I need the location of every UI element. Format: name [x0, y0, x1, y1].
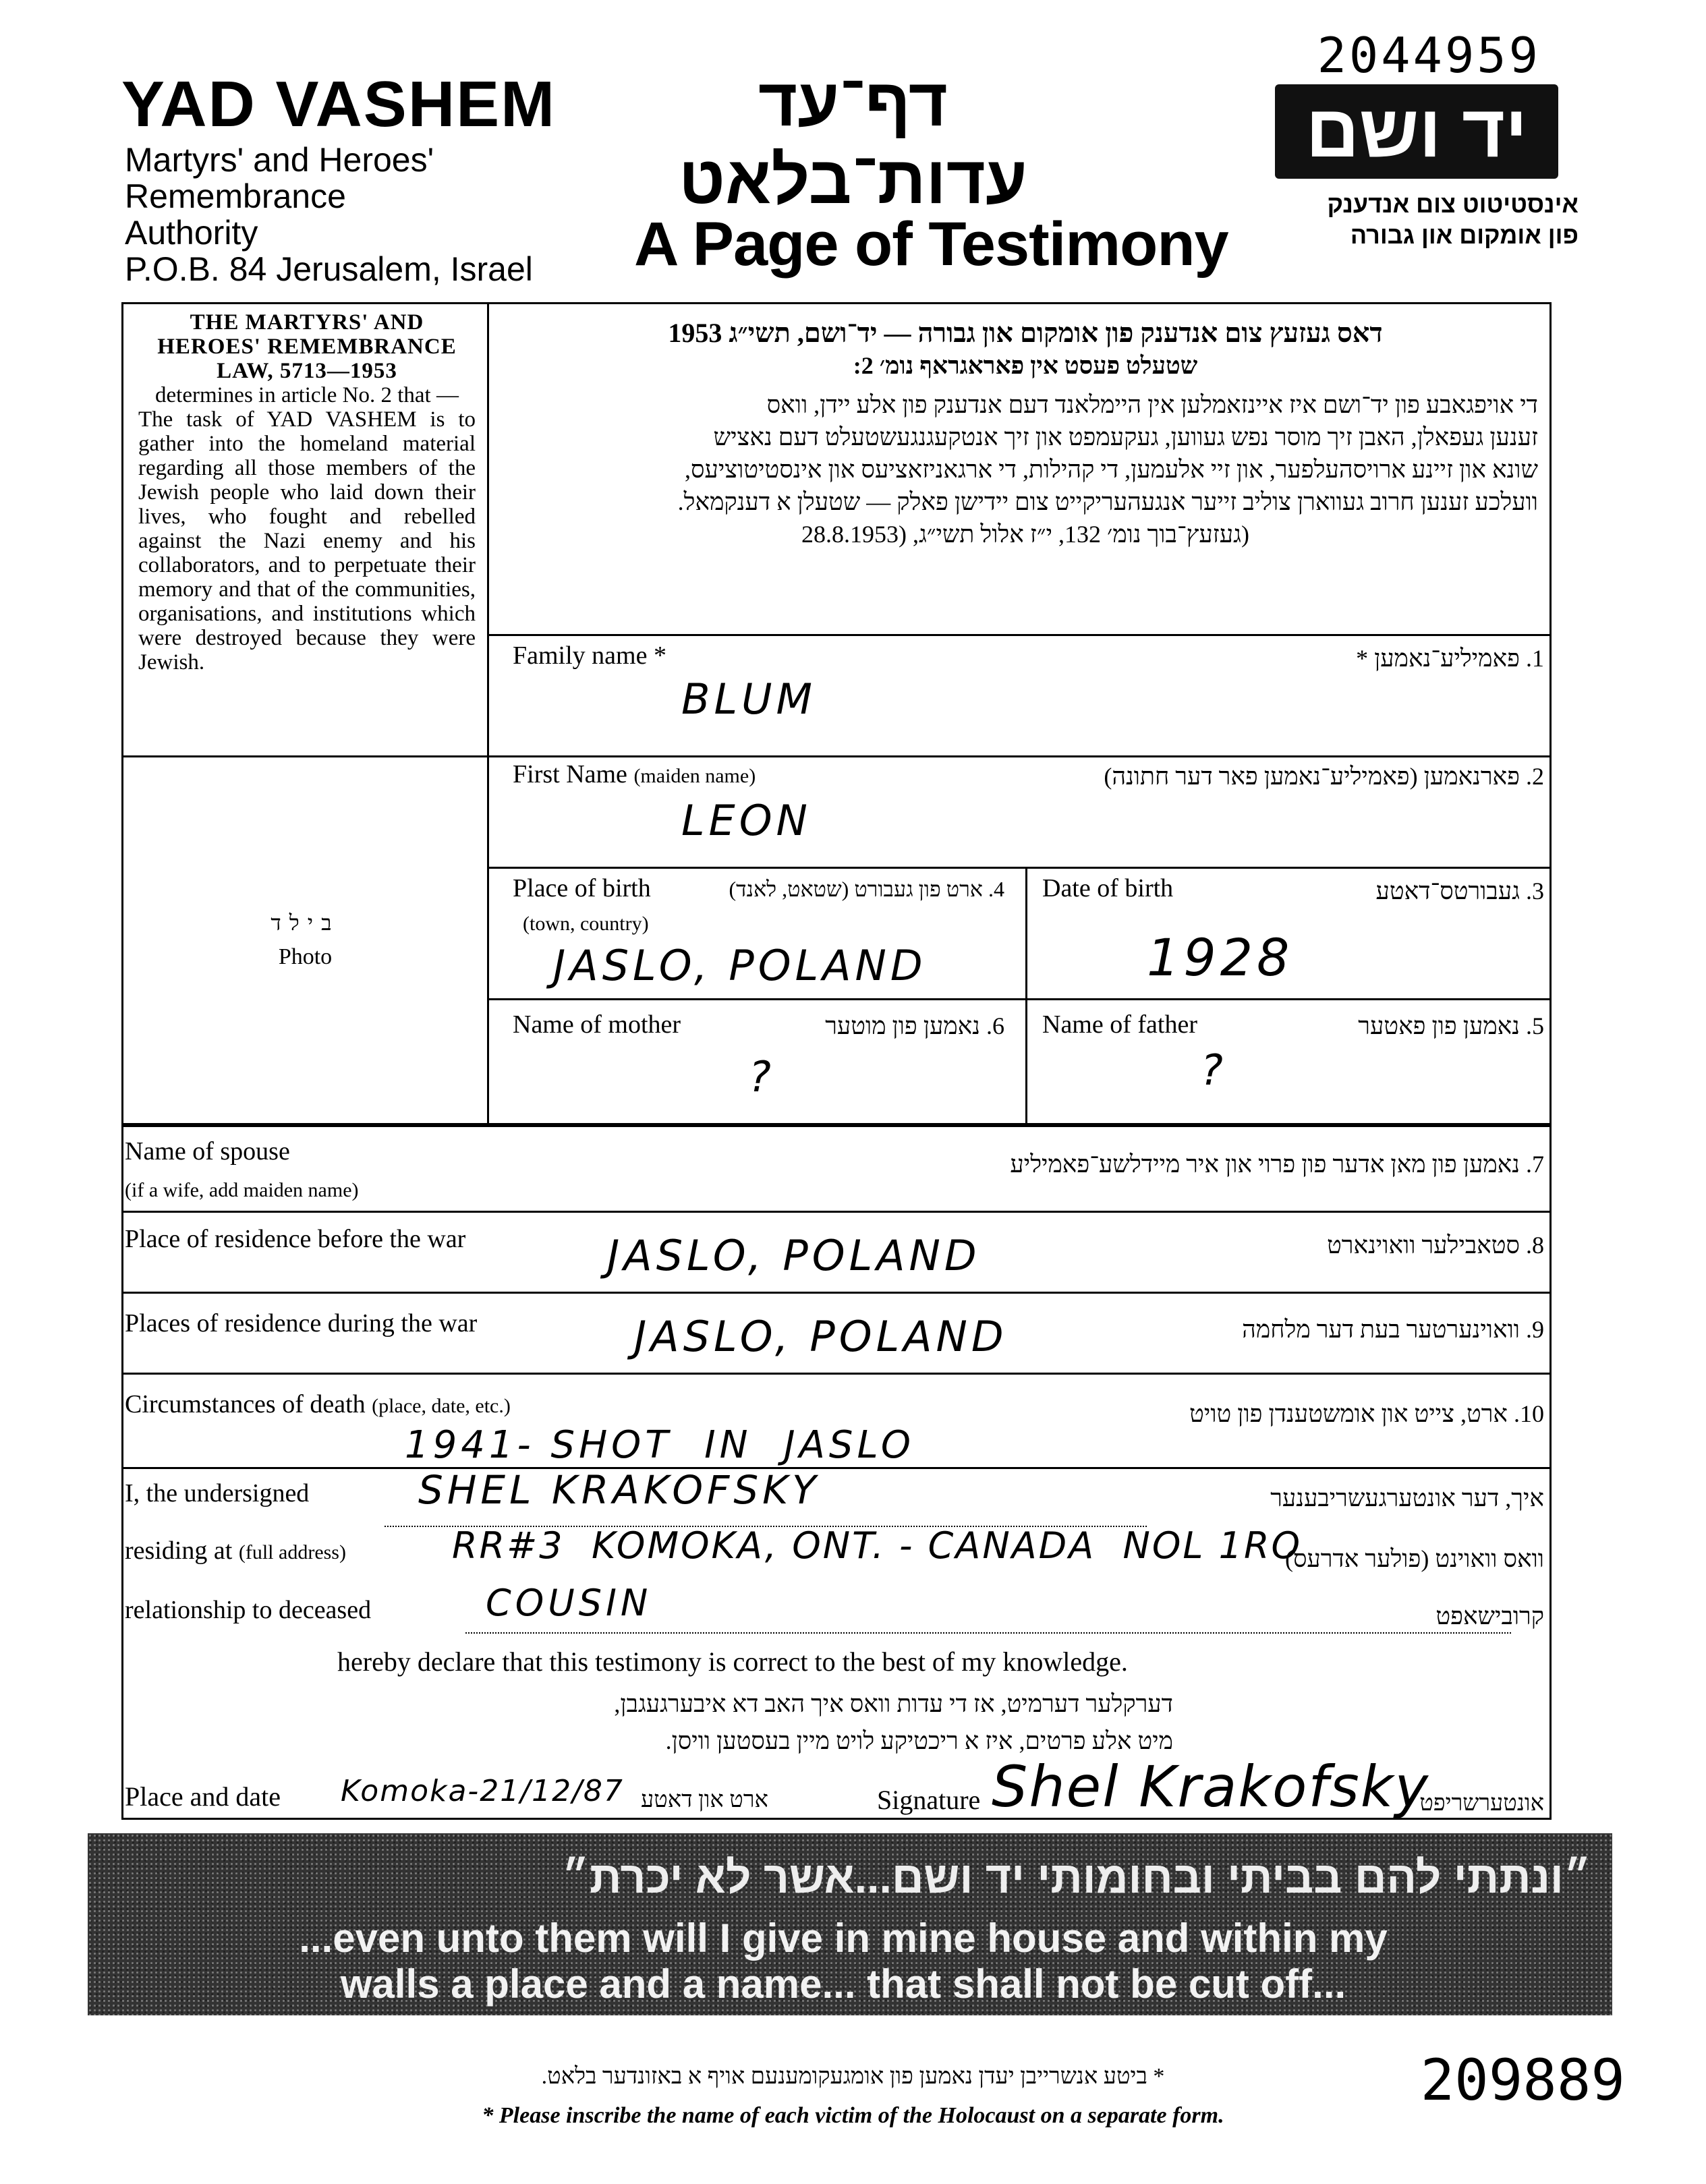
undersigned-label: I, the undersigned: [125, 1479, 310, 1507]
relationship-label: relationship to deceased: [125, 1596, 372, 1624]
date-of-birth-label-hebrew: 3. געבורטס־דאטע: [1375, 878, 1544, 904]
place-of-birth-label-hebrew: 4. ארט פון געבורט (שטאט, לאנד): [729, 877, 1004, 901]
place-date-field[interactable]: Komoka-21/12/87: [341, 1774, 624, 1808]
relationship-label-hebrew: קרובישאפט: [1435, 1603, 1544, 1630]
mother-name-label: Name of mother: [513, 1010, 681, 1039]
divider: [121, 1125, 1552, 1127]
yiddish-title: עדות־בלאט: [679, 142, 1027, 218]
statute-line: שונא און זיינע ארויסהעלפער, און זיי אלעמען, די קהילות, די ארגאניזאציעס און אינסטיטוציעס,: [684, 456, 1538, 483]
spouse-note: [125, 1174, 359, 1203]
residing-at-label-text: residing at: [125, 1536, 233, 1565]
place-of-birth-field[interactable]: JASLO, POLAND: [553, 941, 927, 990]
mother-name-field[interactable]: ?: [749, 1052, 775, 1101]
logo-caption-line: פון אומקום און גבורה: [1350, 221, 1579, 249]
serial-number-stamp: 209889: [1420, 2047, 1625, 2113]
circumstances-field[interactable]: 1941- SHOT IN JASLO: [405, 1423, 915, 1467]
circumstances-label: [125, 1389, 511, 1419]
spouse-label-hebrew: 7. נאמען פון מאן אדער פון פרוי און איר מיידלשע־פאמיליע: [1010, 1151, 1544, 1178]
residence-before-label-hebrew: 8. סטאבילער וואוינארט: [1327, 1232, 1544, 1259]
dotted-line: [465, 1632, 1511, 1635]
family-name-label-hebrew: 1. פאמיליע־נאמען *: [1356, 645, 1544, 672]
mother-name-label-hebrew: 6. נאמען פון מוטער: [825, 1012, 1004, 1039]
divider: [489, 755, 1552, 757]
law-text: [138, 310, 476, 674]
first-name-label-note: (maiden name): [633, 765, 756, 787]
banner-english-quote: [135, 1916, 1552, 2007]
undersigned-field[interactable]: SHEL KRAKOFSKY: [418, 1467, 820, 1513]
residence-during-label-hebrew: 9. וואוינערטער בעת דער מלחמה: [1242, 1316, 1544, 1343]
divider: [489, 634, 1552, 636]
divider: [121, 1373, 1552, 1375]
statute-line: דאס געזעץ צום אנדענק פון אומקום און גבורה — יד־ושם, תשי״ג 1953: [668, 318, 1383, 348]
place-of-birth-label: Place of birth: [513, 874, 651, 902]
residence-before-label: Place of residence before the war: [125, 1225, 466, 1253]
undersigned-label-hebrew: איך, דער אונטערגעשריבענער: [1270, 1485, 1544, 1512]
banner-hebrew-quote: ״ונתתי להם בביתי ובחומותי יד ושם...אשר לא יכרת״: [561, 1852, 1591, 1902]
signature-label: Signature: [877, 1785, 981, 1815]
date-of-birth-field[interactable]: 1928: [1147, 927, 1294, 987]
divider: [121, 1467, 1552, 1469]
law-intro: determines in article No. 2 that —: [155, 383, 459, 407]
circumstances-label-hebrew: 10. ארט, צייט און אומשטענדן פון טויט: [1189, 1400, 1544, 1427]
org-line: Martyrs' and Heroes': [125, 141, 434, 179]
statute-line: וועלכע זענען חרוב געווארן צוליב זייער אנגעהעריקייט צום יידישן פאלק — שטעלן א דענקמאל.: [677, 488, 1538, 515]
first-name-label: [513, 759, 756, 789]
law-body: The task of YAD VASHEM is to gather into the homeland material regarding all those members of the Jewish people who laid down their lives, who fought and rebelled against the Nazi enemy and his collaborators, and to perpetuate their memory and that of the communities, organisations, and institutions which were destroyed because they were Jewish.: [138, 407, 476, 674]
place-date-label: Place and date: [125, 1781, 281, 1812]
residing-at-label: [125, 1536, 346, 1565]
date-of-birth-label: Date of birth: [1042, 874, 1174, 902]
signature-label-hebrew: אונטערשריפט: [1419, 1791, 1544, 1816]
photo-area: [121, 755, 489, 1127]
family-name-field[interactable]: BLUM: [681, 674, 816, 724]
logo-caption: [1255, 189, 1579, 251]
statute-line: די אויפגאבע פון יד־ושם איז איינזאמלען אין היימלאנד דעם אנדענק פון אלע יידן, וואס: [766, 391, 1538, 418]
declaration-english: hereby declare that this testimony is correct to the best of my knowledge.: [337, 1646, 1128, 1677]
relationship-field[interactable]: COUSIN: [486, 1582, 652, 1624]
logo-caption-line: אינסטיטוט צום אנדענק: [1327, 190, 1579, 218]
father-name-field[interactable]: ?: [1201, 1045, 1227, 1095]
first-name-label-hebrew: 2. פארנאמען (פאמיליע־נאמען פאר דער חתונה): [1104, 763, 1544, 790]
divider: [1025, 867, 1027, 1125]
law-title: THE MARTYRS' AND HEROES' REMEMBRANCE LAW, 5713—1953: [157, 310, 457, 383]
place-of-birth-label-note: (town, country): [523, 913, 649, 935]
residence-during-label: Places of residence during the war: [125, 1309, 478, 1338]
statute-line: (געזעץ־בוך נומ׳ 132, י״ז אלול תשי״ג, (28.8.1953: [801, 521, 1250, 548]
father-name-label-hebrew: 5. נאמען פון פאטער: [1358, 1012, 1544, 1039]
statute-line: זענען געפאלן, האבן זיך מוסר נפש געווען, געקעמפט און זיך אנטקעגנגעשטעלט דעם נאציש: [713, 424, 1538, 451]
footer-instruction-hebrew: * ביטע אנשרייבן יעדן נאמען פון אומגעקומענעם אויף א באזונדער בלאט.: [541, 2064, 1165, 2089]
footer-instruction: * Please inscribe the name of each victim of the Holocaust on a separate form.: [482, 2103, 1224, 2128]
page-title: A Page of Testimony: [634, 210, 1228, 279]
residing-at-label-note: (full address): [238, 1541, 346, 1563]
divider: [489, 998, 1552, 1000]
photo-label-hebrew: בילד: [271, 911, 340, 935]
divider: [489, 867, 1552, 869]
hebrew-title: דף־עד: [758, 65, 948, 140]
spouse-label-note: (if a wife, add maiden name): [125, 1179, 359, 1201]
org-line: P.O.B. 84 Jerusalem, Israel: [125, 250, 533, 288]
banner-english-line: ...even unto them will I give in mine house and within my: [299, 1916, 1388, 1961]
signature-field[interactable]: Shel Krakofsky: [992, 1754, 1430, 1820]
declaration-hebrew: דערקלער דערמיט, אז די עדות וואס איך האב דא איבערגעגבן,: [614, 1690, 1173, 1717]
declaration-hebrew: מיט אלע פרטים, איז א ריכטיקע לויט מיין בעסטען וויסן.: [665, 1727, 1173, 1754]
banner-english-line: walls a place and a name... that shall not be cut off...: [340, 1961, 1346, 2007]
org-line: Authority: [125, 214, 258, 252]
first-name-label-text: First Name: [513, 760, 627, 788]
residing-at-field[interactable]: RR#3 KOMOKA, ONT. - CANADA NOL 1RO: [452, 1524, 1303, 1567]
spouse-label: Name of spouse: [125, 1137, 290, 1166]
father-name-label: Name of father: [1042, 1010, 1197, 1039]
org-name: YAD VASHEM: [121, 68, 557, 140]
statute-line: שטעלט פעסט אין פאראגראף נומ׳ 2:: [853, 352, 1198, 379]
family-name-label: Family name *: [513, 641, 666, 670]
residing-at-label-hebrew: וואס וואוינט (פולער אדרעס): [1284, 1545, 1544, 1572]
circumstances-label-text: Circumstances of death: [125, 1390, 366, 1418]
divider: [121, 1211, 1552, 1213]
org-line: Remembrance: [125, 177, 346, 215]
place-of-birth-note: [523, 907, 649, 937]
divider: [121, 1292, 1552, 1294]
serial-number-stamp: 2044959: [1317, 27, 1541, 84]
residence-during-field[interactable]: JASLO, POLAND: [634, 1312, 1008, 1361]
statute-text: [513, 317, 1538, 550]
place-date-label-hebrew: ארט און דאטע: [641, 1787, 768, 1812]
photo-label: Photo: [278, 944, 333, 969]
yad-vashem-logo: יד ושם: [1275, 84, 1558, 179]
circumstances-label-note: (place, date, etc.): [372, 1395, 511, 1417]
first-name-field[interactable]: LEON: [681, 796, 812, 845]
residence-before-field[interactable]: JASLO, POLAND: [607, 1231, 981, 1280]
